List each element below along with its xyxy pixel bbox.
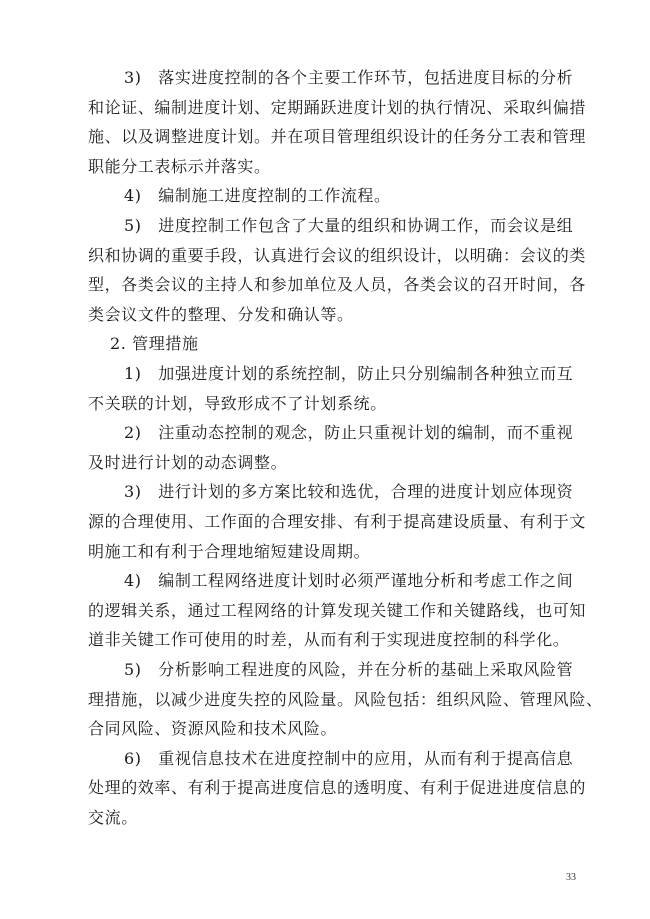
section-heading: 2. 管理措施 <box>110 334 199 354</box>
text-line: 2) 注重动态控制的观念，防止只重视计划的编制，而不重视 <box>124 423 574 443</box>
text-line: 3) 落实进度控制的各个主要工作环节，包括进度目标的分析 <box>124 68 574 87</box>
text-line: 4) 编制施工进度控制的工作流程。 <box>124 186 391 206</box>
text-line: 不关联的计划，导致形成不了计划系统。 <box>88 393 387 413</box>
text-line: 及时进行计划的动态调整。 <box>88 452 288 472</box>
text-line: 1) 加强进度计划的系统控制，防止只分别编制各种独立而互 <box>124 364 574 383</box>
page-number: 33 <box>566 872 576 883</box>
text-line: 职能分工表标示并落实。 <box>88 156 271 176</box>
text-line: 型，各类会议的主持人和参加单位及人员，各类会议的召开时间，各 <box>88 275 587 295</box>
text-line: 类会议文件的整理、分发和确认等。 <box>88 304 354 324</box>
text-line: 源的合理使用、工作面的合理安排、有利于提高建设质量、有利于文 <box>88 512 587 531</box>
text-line: 3) 进行计划的多方案比较和选优，合理的进度计划应体现资 <box>124 482 574 502</box>
text-line: 合同风险、资源风险和技术风险。 <box>88 719 338 739</box>
text-line: 的逻辑关系，通过工程网络的计算发现关键工作和关键路线，也可知 <box>88 600 587 620</box>
text-line: 5) 分析影响工程进度的风险，并在分析的基础上采取风险管 <box>124 660 574 679</box>
text-line: 和论证、编制进度计划、定期踊跃进度计划的执行情况、采取纠偏措 <box>88 97 587 117</box>
text-line: 交流。 <box>88 808 138 827</box>
text-line: 道非关键工作可使用的时差，从而有利于实现进度控制的科学化。 <box>88 630 570 650</box>
text-line: 6) 重视信息技术在进度控制中的应用，从而有利于提高信息 <box>124 748 574 768</box>
text-line: 明施工和有利于合理地缩短建设周期。 <box>88 541 371 561</box>
text-line: 织和协调的重要手段，认真进行会议的组织设计，以明确：会议的类 <box>88 245 587 265</box>
text-line: 理措施，以减少进度失控的风险量。风险包括：组织风险、管理风险、 <box>88 689 603 709</box>
text-line: 5) 进度控制工作包含了大量的组织和协调工作，而会议是组 <box>124 216 574 235</box>
text-line: 施、以及调整进度计划。并在项目管理组织设计的任务分工表和管理 <box>88 127 587 147</box>
text-line: 处理的效率、有利于提高进度信息的透明度、有利于促进进度信息的 <box>88 778 587 798</box>
text-line: 4) 编制工程网络进度计划时必须严谨地分析和考虑工作之间 <box>124 571 574 591</box>
